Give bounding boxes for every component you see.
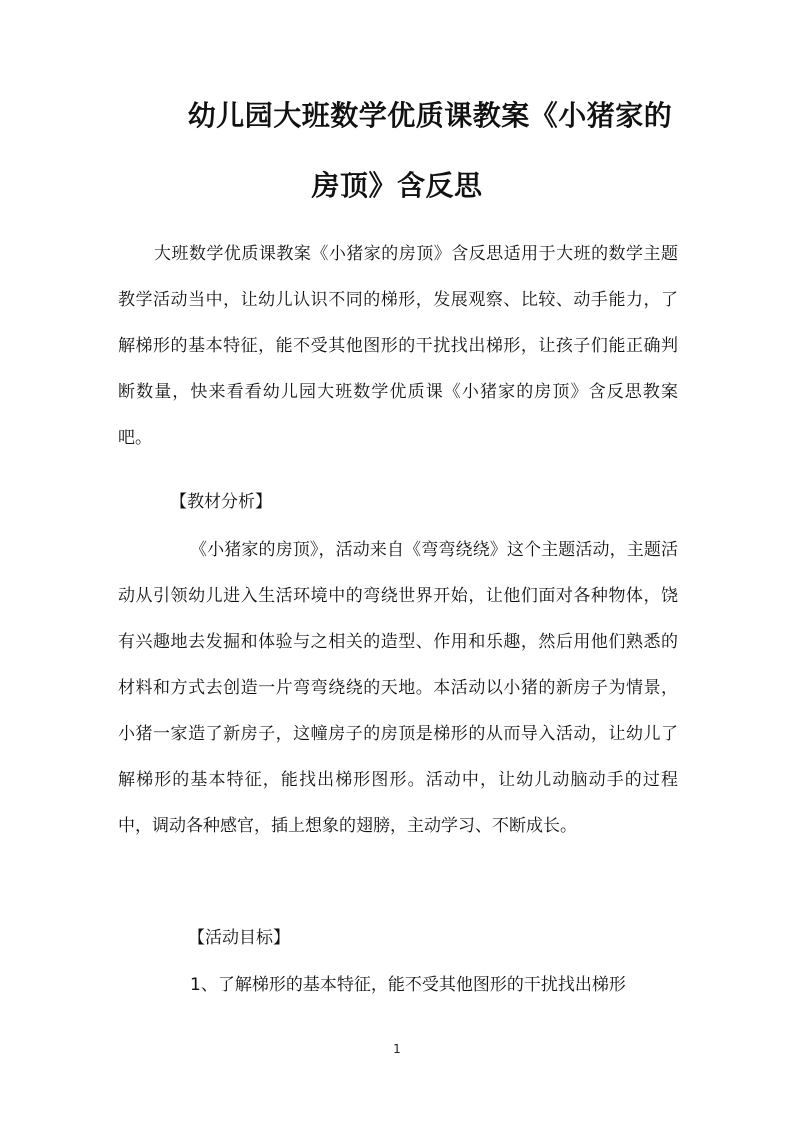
document-title-line-2: 房顶》含反思: [311, 169, 483, 202]
page-number: 1: [393, 1042, 401, 1056]
document-title-line-1: 幼儿园大班数学优质课教案《小猪家的: [187, 99, 673, 132]
activity-goal-1: 1、了解梯形的基本特征，能不受其他图形的干扰找出梯形: [190, 975, 626, 995]
material-analysis-paragraph: 《小猪家的房顶》，活动来自《弯弯绕绕》这个主题活动，主题活动从引领幼儿进入生活环境中的弯绕世界开始，让他们面对各种物体，饶有兴趣地去发掘和体验与之相关的造型、作用和乐趣，然后用他们熟悉的材料和方式去创造一片弯弯绕绕的天地。本活动以小猪的新房子为情景，小猪一家造了新房子，这幢房子的房顶是梯形的从而导入活动，让幼儿了解梯形的基本特征，能找出梯形图形。活动中，让幼儿动脑动手的过程中，调动各种感官，插上想象的翅膀，主动学习、不断成长。: [118, 540, 678, 836]
section-heading-activity-goals: 【活动目标】: [188, 928, 290, 948]
intro-paragraph: 大班数学优质课教案《小猪家的房顶》含反思适用于大班的数学主题教学活动当中，让幼儿认识不同的梯形，发展观察、比较、动手能力，了解梯形的基本特征，能不受其他图形的干扰找出梯形，让孩子们能正确判断数量，快来看看幼儿园大班数学优质课《小猪家的房顶》含反思教案吧。: [118, 244, 678, 448]
section-heading-material-analysis: 【教材分析】: [170, 492, 272, 512]
